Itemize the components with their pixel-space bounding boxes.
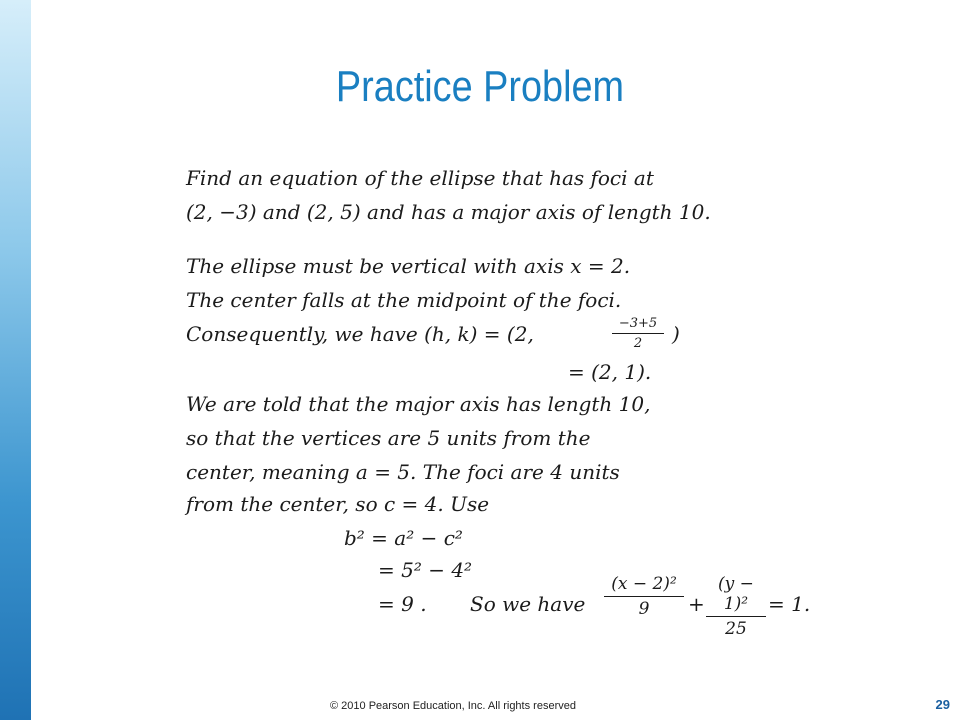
solution-line-5: so that the vertices are 5 units from the: [186, 426, 591, 450]
midpoint-numerator: −3+5: [618, 316, 658, 331]
fraction-bar: [706, 616, 766, 617]
slide-title: Practice Problem: [335, 62, 625, 111]
y-term-fraction: [706, 574, 766, 639]
problem-line-2: (2, −3) and (2, 5) and has a major axis of length 10.: [186, 200, 711, 224]
equation-result: = 9 .: [378, 592, 427, 616]
fraction-bar: [604, 596, 684, 597]
solution-line-7: from the center, so c = 4. Use: [186, 492, 490, 516]
equals-one: = 1.: [768, 592, 811, 616]
midpoint-denominator: 2: [633, 336, 643, 351]
decorative-side-bar: [0, 0, 31, 720]
center-result: = (2, 1).: [568, 360, 652, 384]
y-term-denominator: 25: [725, 619, 747, 639]
solution-line-4: We are told that the major axis has length 10,: [186, 392, 651, 416]
y-term-numerator: (y − 1)²: [718, 574, 754, 614]
problem-line-1: Find an equation of the ellipse that has foci at: [186, 166, 654, 190]
midpoint-fraction: [612, 316, 664, 351]
so-we-have-text: So we have: [470, 592, 586, 616]
equation-b-squared: b² = a² − c²: [344, 526, 463, 550]
solution-line-6: center, meaning a = 5. The foci are 4 units: [186, 460, 620, 484]
x-term-numerator: (x − 2)²: [611, 574, 677, 594]
page-number: 29: [935, 697, 950, 712]
fraction-bar: [612, 333, 664, 334]
solution-line-2: The center falls at the midpoint of the foci.: [186, 288, 622, 312]
equation-substitute: = 5² − 4²: [378, 558, 473, 582]
closing-paren: ): [672, 322, 680, 346]
plus-sign: +: [688, 592, 705, 616]
solution-line-1: The ellipse must be vertical with axis x = 2.: [186, 254, 631, 278]
solution-line-3: Consequently, we have (h, k) = (2,: [186, 322, 534, 346]
copyright-footer: © 2010 Pearson Education, Inc. All rights reserved: [330, 700, 576, 712]
x-term-denominator: 9: [638, 599, 650, 619]
x-term-fraction: [604, 574, 684, 619]
